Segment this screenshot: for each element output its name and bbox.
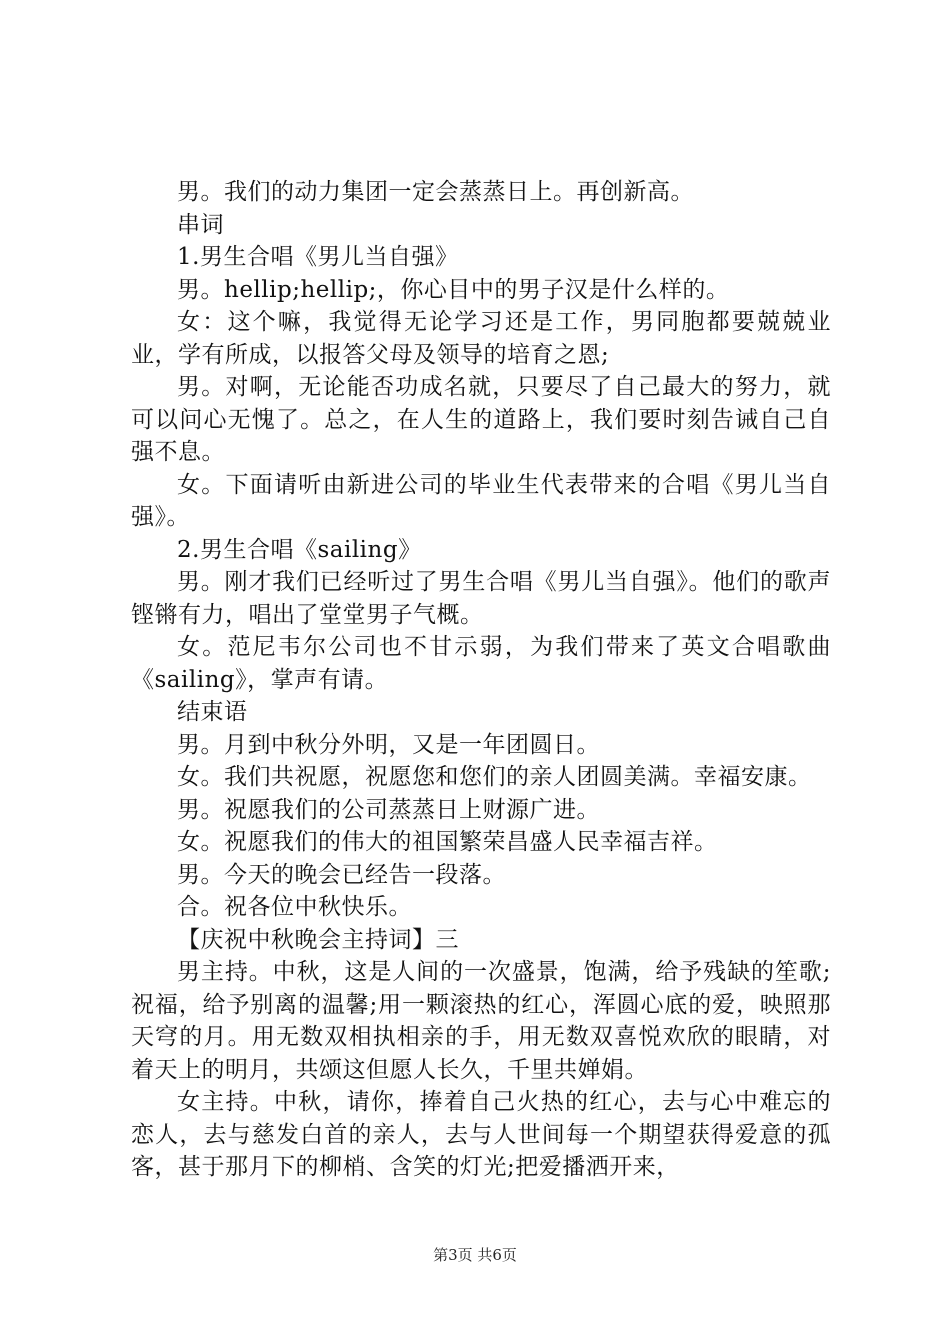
item-heading: 1.男生合唱《男儿当自强》: [177, 244, 459, 270]
paragraph: 男主持。中秋，这是人间的一次盛景，饱满，给予残缺的笙歌;祝福，给予别离的温馨;用一颗滚热的红心，浑圆心底的爱，映照那天穹的月。用无数双相执相亲的手，用无数双喜悦欢欣的眼睛，对着天上的明月，共颂这但愿人长久，千里共婵娟。: [131, 959, 831, 1083]
paragraph: 女。祝愿我们的伟大的祖国繁荣昌盛人民幸福吉祥。: [177, 829, 718, 855]
paragraph: 男。祝愿我们的公司蒸蒸日上财源广进。: [177, 796, 600, 823]
paragraph: 女主持。中秋，请你，捧着自己火热的红心，去与心中难忘的恋人，去与慈发白首的亲人，去与人世间每一个期望获得爱意的孤客，甚于那月下的柳梢、含笑的灯光;把爱播洒开来，: [131, 1089, 831, 1180]
item-heading: 2.男生合唱《sailing》: [177, 536, 422, 563]
document-body: [131, 176, 831, 1184]
section-title: 【庆祝中秋晚会主持词】三: [177, 926, 459, 953]
paragraph: 女。下面请听由新进公司的毕业生代表带来的合唱《男儿当自强》。: [131, 471, 831, 530]
paragraph: 女。范尼韦尔公司也不甘示弱，为我们带来了英文合唱歌曲《sailing》，掌声有请。: [131, 634, 831, 693]
paragraph: 男。我们的动力集团一定会蒸蒸日上。再创新高。: [177, 179, 694, 205]
page-footer: 第3页 共6页: [433, 1246, 517, 1264]
paragraph: 男。月到中秋分外明，又是一年团圆日。: [177, 731, 600, 758]
section-heading: 串词: [177, 211, 224, 238]
paragraph: 男。刚才我们已经听过了男生合唱《男儿当自强》。他们的歌声铿锵有力，唱出了堂堂男子气概。: [131, 569, 831, 628]
paragraph: 女。我们共祝愿，祝愿您和您们的亲人团圆美满。幸福安康。: [177, 764, 812, 790]
paragraph: 合。祝各位中秋快乐。: [177, 894, 412, 920]
paragraph: 男。今天的晚会已经告一段落。: [177, 861, 506, 888]
paragraph: 男。hellip;hellip;，你心目中的男子汉是什么样的。: [177, 276, 730, 303]
section-heading: 结束语: [177, 699, 248, 725]
paragraph: 女：这个嘛，我觉得无论学习还是工作，男同胞都要兢兢业业，学有所成，以报答父母及领导的培育之恩;: [131, 309, 831, 368]
paragraph: 男。对啊，无论能否功成名就，只要尽了自己最大的努力，就可以问心无愧了。总之，在人生的道路上，我们要时刻告诫自己自强不息。: [131, 374, 831, 465]
